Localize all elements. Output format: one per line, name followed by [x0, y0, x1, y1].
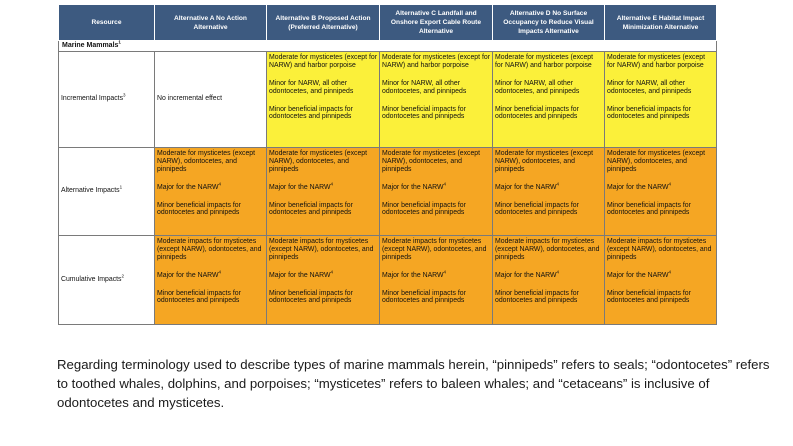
cell-paragraph-text: Moderate for mysticetes (except NARW), odontocetes, and pinnipeds [157, 149, 256, 173]
header-alternative-b: Alternative B Proposed Action (Preferred Alternative) [267, 5, 380, 41]
cell-paragraph [269, 181, 377, 192]
impact-summary-table [58, 4, 717, 325]
cell-paragraph-text: Minor beneficial impacts for odontocetes and pinnipeds [495, 105, 579, 121]
section-label-text: Marine Mammals [62, 42, 119, 49]
header-alternative-e: Alternative E Habitat Impact Minimization Alternative [605, 5, 717, 41]
cell-paragraph [607, 269, 714, 280]
cell-paragraph [269, 80, 377, 96]
header-alternative-c: Alternative C Landfall and Onshore Export Cable Route Alternative [380, 5, 493, 41]
cell-paragraph-text: Minor beneficial impacts for odontocetes and pinnipeds [495, 201, 579, 217]
cell-paragraph [607, 150, 714, 174]
cell-paragraph-text: Minor beneficial impacts for odontocetes and pinnipeds [382, 201, 466, 217]
header-resource: Resource [59, 5, 155, 41]
cell-alternative-e [605, 235, 717, 324]
cell-paragraph-text: Major for the NARW [269, 183, 331, 191]
table-row-cumulative [59, 235, 717, 324]
cell-paragraph-text: Major for the NARW [495, 271, 557, 279]
cell-paragraph-text: Moderate impacts for mysticetes (except NARW), odontocetes, and pinnipeds [495, 237, 600, 261]
cell-paragraph-text: Major for the NARW [269, 271, 331, 279]
cell-paragraph [157, 238, 264, 262]
cell-paragraph [495, 150, 602, 174]
cell-paragraph-text: Minor beneficial impacts for odontocetes and pinnipeds [607, 105, 691, 121]
cell-alternative-a: No incremental effect [155, 51, 267, 147]
cell-paragraph-text: Major for the NARW [382, 183, 444, 191]
cell-paragraph [607, 54, 714, 70]
cell-paragraph [495, 290, 602, 306]
cell-paragraph-text: Minor beneficial impacts for odontocetes and pinnipeds [607, 201, 691, 217]
cell-paragraph-text: Minor beneficial impacts for odontocetes and pinnipeds [157, 289, 241, 305]
cell-paragraph [269, 106, 377, 122]
cell-paragraph [382, 80, 490, 96]
cell-paragraph [495, 106, 602, 122]
cell-paragraph-text: Minor for NARW, all other odontocetes, and pinnipeds [269, 79, 354, 95]
cell-paragraph-text: Major for the NARW [157, 183, 219, 191]
cell-paragraph [607, 202, 714, 218]
cell-paragraph-text: Minor beneficial impacts for odontocetes and pinnipeds [382, 105, 466, 121]
cell-paragraph [607, 238, 714, 262]
narw-footnote-mark: 4 [668, 269, 672, 275]
table-header-row [59, 5, 717, 41]
cell-paragraph-text: Minor beneficial impacts for odontocetes and pinnipeds [269, 289, 353, 305]
cell-paragraph-text: Minor for NARW, all other odontocetes, and pinnipeds [607, 79, 692, 95]
section-row-marine-mammals [59, 41, 717, 52]
table-row-incremental [59, 51, 717, 147]
cell-paragraph-text: Moderate impacts for mysticetes (except NARW), odontocetes, and pinnipeds [382, 237, 487, 261]
table-row-alternative [59, 147, 717, 235]
cell-paragraph [607, 80, 714, 96]
cell-paragraph-text: Minor beneficial impacts for odontocetes and pinnipeds [269, 201, 353, 217]
cell-alternative-c [380, 147, 493, 235]
cell-paragraph [382, 181, 490, 192]
cell-alternative-c [380, 51, 493, 147]
cell-paragraph [269, 290, 377, 306]
section-footnote-mark: 1 [118, 39, 121, 45]
cell-paragraph [157, 181, 264, 192]
cell-paragraph-text: Moderate for mysticetes (except NARW), odontocetes, and pinnipeds [382, 149, 481, 173]
cell-paragraph [382, 202, 490, 218]
cell-paragraph [269, 202, 377, 218]
cell-paragraph-text: Minor beneficial impacts for odontocetes and pinnipeds [495, 289, 579, 305]
cell-paragraph-text: Major for the NARW [382, 271, 444, 279]
cell-alternative-c [380, 235, 493, 324]
narw-footnote-mark: 4 [556, 269, 560, 275]
cell-paragraph-text: Minor beneficial impacts for odontocetes and pinnipeds [157, 201, 241, 217]
row-label [59, 235, 155, 324]
cell-paragraph [382, 269, 490, 280]
narw-footnote-mark: 4 [218, 269, 222, 275]
cell-paragraph-text: Moderate for mysticetes (except for NARW) and harbor porpoise [607, 53, 706, 69]
cell-paragraph [495, 269, 602, 280]
cell-paragraph-text: Moderate for mysticetes (except for NARW) and harbor porpoise [495, 53, 594, 69]
narw-footnote-mark: 4 [330, 181, 334, 187]
cell-alternative-b [267, 51, 380, 147]
narw-footnote-mark: 4 [668, 181, 672, 187]
narw-footnote-mark: 4 [443, 181, 447, 187]
cell-paragraph [157, 269, 264, 280]
cell-paragraph [269, 238, 377, 262]
cell-paragraph [495, 238, 602, 262]
cell-paragraph-text: Major for the NARW [495, 183, 557, 191]
cell-paragraph-text: Minor beneficial impacts for odontocetes and pinnipeds [382, 289, 466, 305]
cell-paragraph [607, 106, 714, 122]
cell-paragraph [382, 150, 490, 174]
cell-alternative-d [493, 51, 605, 147]
cell-paragraph-text: Moderate impacts for mysticetes (except NARW), odontocetes, and pinnipeds [607, 237, 712, 261]
cell-alternative-e [605, 51, 717, 147]
cell-paragraph [382, 54, 490, 70]
cell-alternative-d [493, 235, 605, 324]
section-label [59, 41, 717, 52]
cell-alternative-d [493, 147, 605, 235]
row-label-text: Cumulative Impacts [61, 275, 122, 283]
narw-footnote-mark: 4 [556, 181, 560, 187]
cell-paragraph [382, 238, 490, 262]
cell-paragraph-text: Moderate impacts for mysticetes (except NARW), odontocetes, and pinnipeds [157, 237, 262, 261]
cell-paragraph [157, 150, 264, 174]
cell-paragraph [157, 290, 264, 306]
cell-paragraph [607, 181, 714, 192]
cell-paragraph-text: Minor for NARW, all other odontocetes, and pinnipeds [382, 79, 467, 95]
cell-paragraph [495, 202, 602, 218]
row-label-footnote-mark: 2 [121, 273, 125, 279]
row-label-footnote-mark: 3 [123, 93, 126, 99]
row-label-text: Alternative Impacts [61, 187, 120, 195]
cell-paragraph [382, 106, 490, 122]
header-alternative-d: Alternative D No Surface Occupancy to Reduce Visual Impacts Alternative [493, 5, 605, 41]
cell-paragraph [157, 202, 264, 218]
cell-paragraph [495, 80, 602, 96]
cell-paragraph-text: Moderate for mysticetes (except for NARW) and harbor porpoise [382, 53, 490, 69]
terminology-footnote: Regarding terminology used to describe types of marine mammals herein, “pinnipeds” refers to seals; “odontocetes” refers to toothed whales, dolphins, and porpoises; “mysticetes” refers to baleen whales; and “cetaceans” is inclusive of odontocetes and mysticetes. [57, 357, 770, 410]
cell-paragraph [495, 181, 602, 192]
cell-alternative-b [267, 235, 380, 324]
narw-footnote-mark: 4 [218, 181, 222, 187]
cell-alternative-b [267, 147, 380, 235]
cell-paragraph [269, 269, 377, 280]
cell-paragraph-text: Minor beneficial impacts for odontocetes and pinnipeds [269, 105, 353, 121]
cell-paragraph-text: Moderate impacts for mysticetes (except NARW), odontocetes, and pinnipeds [269, 237, 374, 261]
row-label [59, 147, 155, 235]
cell-alternative-a [155, 147, 267, 235]
cell-paragraph-text: Moderate for mysticetes (except for NARW) and harbor porpoise [269, 53, 377, 69]
cell-paragraph-text: Major for the NARW [157, 271, 219, 279]
cell-paragraph [607, 290, 714, 306]
narw-footnote-mark: 4 [330, 269, 334, 275]
impact-summary-table-container [58, 4, 716, 325]
row-label [59, 51, 155, 147]
cell-paragraph-text: Moderate for mysticetes (except NARW), odontocetes, and pinnipeds [607, 149, 706, 173]
cell-paragraph-text: Major for the NARW [607, 271, 669, 279]
row-label-text: Incremental Impacts [61, 95, 124, 103]
cell-paragraph [382, 290, 490, 306]
narw-footnote-mark: 4 [443, 269, 447, 275]
cell-paragraph-text: Moderate for mysticetes (except NARW), odontocetes, and pinnipeds [495, 149, 594, 173]
cell-alternative-a [155, 235, 267, 324]
cell-paragraph-text: Moderate for mysticetes (except NARW), odontocetes, and pinnipeds [269, 149, 368, 173]
cell-paragraph [495, 54, 602, 70]
cell-paragraph-text: Minor beneficial impacts for odontocetes and pinnipeds [607, 289, 691, 305]
cell-paragraph [269, 150, 377, 174]
cell-paragraph [269, 54, 377, 70]
header-alternative-a: Alternative A No Action Alternative [155, 5, 267, 41]
row-label-footnote-mark: 1 [119, 185, 123, 191]
cell-paragraph-text: Minor for NARW, all other odontocetes, and pinnipeds [495, 79, 580, 95]
cell-alternative-e [605, 147, 717, 235]
cell-paragraph-text: Major for the NARW [607, 183, 669, 191]
